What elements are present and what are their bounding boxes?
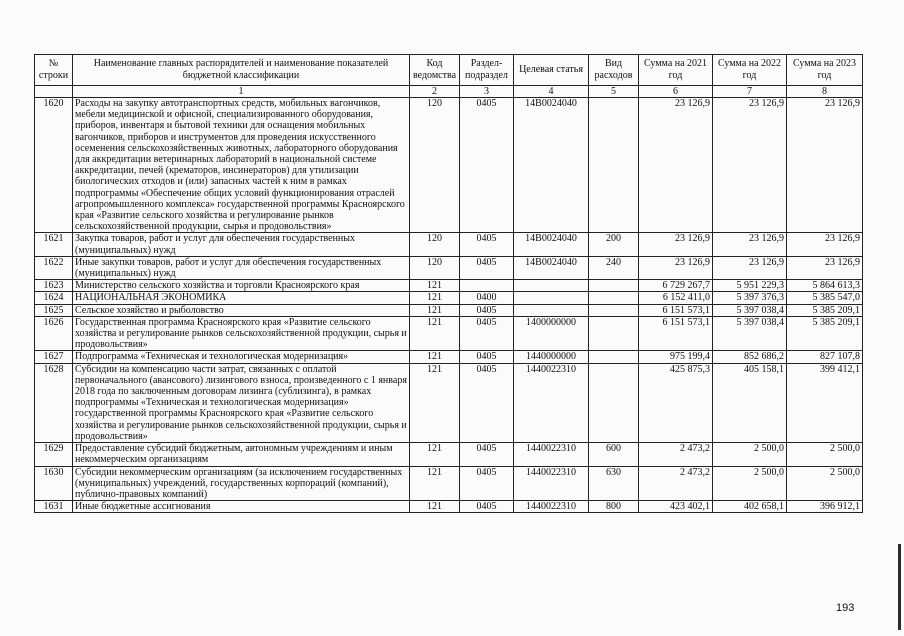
header-section: Раздел-подраздел — [460, 55, 514, 86]
column-index-row — [35, 86, 863, 98]
row-number: 1628 — [35, 363, 73, 442]
table-row — [35, 316, 863, 351]
row-dept-code: 120 — [410, 233, 460, 256]
row-dept-code: 121 — [410, 280, 460, 292]
row-sum-2023: 23 126,9 — [787, 233, 863, 256]
row-target-article — [514, 280, 589, 292]
row-sum-2022: 405 158,1 — [713, 363, 787, 442]
row-dept-code: 121 — [410, 443, 460, 466]
row-sum-2021: 6 152 411,0 — [639, 292, 713, 304]
row-number: 1631 — [35, 501, 73, 513]
row-number: 1622 — [35, 256, 73, 279]
table-row — [35, 466, 863, 501]
header-name: Наименование главных распорядителей и наименование показателей бюджетной классификации — [73, 55, 410, 86]
row-section: 0405 — [460, 304, 514, 316]
row-dept-code: 121 — [410, 292, 460, 304]
row-target-article: 14В0024040 — [514, 256, 589, 279]
row-sum-2022: 23 126,9 — [713, 98, 787, 233]
row-section: 0400 — [460, 292, 514, 304]
row-sum-2023: 5 385 209,1 — [787, 316, 863, 351]
row-expense-type — [589, 316, 639, 351]
page-number: 193 — [836, 602, 855, 614]
column-index: 4 — [514, 86, 589, 98]
row-sum-2023: 5 385 547,0 — [787, 292, 863, 304]
row-number: 1630 — [35, 466, 73, 501]
row-expense-type — [589, 280, 639, 292]
row-name: Иные бюджетные ассигнования — [73, 501, 410, 513]
row-number: 1620 — [35, 98, 73, 233]
header-sum-2022: Сумма на 2022 год — [713, 55, 787, 86]
row-expense-type — [589, 292, 639, 304]
table-row — [35, 363, 863, 442]
row-name: НАЦИОНАЛЬНАЯ ЭКОНОМИКА — [73, 292, 410, 304]
row-sum-2021: 2 473,2 — [639, 443, 713, 466]
column-index-blank — [35, 86, 73, 98]
row-number: 1627 — [35, 351, 73, 363]
row-section: 0405 — [460, 363, 514, 442]
row-sum-2021: 975 199,4 — [639, 351, 713, 363]
row-expense-type: 600 — [589, 443, 639, 466]
row-sum-2021: 425 875,3 — [639, 363, 713, 442]
row-sum-2022: 402 658,1 — [713, 501, 787, 513]
row-name: Субсидии на компенсацию части затрат, связанных с оплатой первоначального (авансового) лизингового взноса, произведенного с 1 января 2018 года по заключенным договорам лизинга (сублизинга), в рамках подпрограммы «Техническая и технологическая модернизация» государственной программы Красноярского края «Развитие сельского хозяйства и регулирование рынков сельскохозяйственной продукции, сырья и продовольствия» — [73, 363, 410, 442]
row-sum-2023: 23 126,9 — [787, 98, 863, 233]
column-index: 1 — [73, 86, 410, 98]
table-row — [35, 98, 863, 233]
row-sum-2022: 5 397 038,4 — [713, 316, 787, 351]
binding-edge — [898, 544, 901, 630]
column-index: 5 — [589, 86, 639, 98]
row-sum-2021: 2 473,2 — [639, 466, 713, 501]
header-sum-2021: Сумма на 2021 год — [639, 55, 713, 86]
row-number: 1629 — [35, 443, 73, 466]
row-name: Закупка товаров, работ и услуг для обеспечения государственных (муниципальных) нужд — [73, 233, 410, 256]
row-number: 1625 — [35, 304, 73, 316]
row-sum-2022: 2 500,0 — [713, 443, 787, 466]
header-expense-type: Вид расходов — [589, 55, 639, 86]
budget-table — [34, 54, 863, 513]
row-sum-2023: 2 500,0 — [787, 443, 863, 466]
row-sum-2022: 23 126,9 — [713, 256, 787, 279]
row-sum-2021: 6 151 573,1 — [639, 316, 713, 351]
column-index: 8 — [787, 86, 863, 98]
header-sum-2023: Сумма на 2023 год — [787, 55, 863, 86]
row-number: 1621 — [35, 233, 73, 256]
row-expense-type — [589, 351, 639, 363]
row-number: 1626 — [35, 316, 73, 351]
row-expense-type — [589, 363, 639, 442]
row-sum-2022: 5 397 376,3 — [713, 292, 787, 304]
row-sum-2021: 23 126,9 — [639, 256, 713, 279]
row-sum-2021: 23 126,9 — [639, 98, 713, 233]
row-target-article: 1440022310 — [514, 466, 589, 501]
row-target-article: 14В0024040 — [514, 98, 589, 233]
table-row — [35, 443, 863, 466]
row-dept-code: 120 — [410, 256, 460, 279]
row-sum-2021: 6 151 573,1 — [639, 304, 713, 316]
row-name: Министерство сельского хозяйства и торговли Красноярского края — [73, 280, 410, 292]
row-dept-code: 121 — [410, 316, 460, 351]
column-index: 7 — [713, 86, 787, 98]
header-row — [35, 55, 863, 86]
row-sum-2023: 23 126,9 — [787, 256, 863, 279]
row-target-article — [514, 304, 589, 316]
row-expense-type: 630 — [589, 466, 639, 501]
row-dept-code: 121 — [410, 466, 460, 501]
row-target-article: 1440000000 — [514, 351, 589, 363]
column-index: 3 — [460, 86, 514, 98]
table-row — [35, 280, 863, 292]
column-index: 6 — [639, 86, 713, 98]
row-sum-2022: 852 686,2 — [713, 351, 787, 363]
row-dept-code: 120 — [410, 98, 460, 233]
row-name: Субсидии некоммерческим организациям (за исключением государственных (муниципальных) учреждений, государственных корпораций (компаний), публично-правовых компаний) — [73, 466, 410, 501]
row-name: Сельское хозяйство и рыболовство — [73, 304, 410, 316]
row-expense-type: 800 — [589, 501, 639, 513]
row-section: 0405 — [460, 233, 514, 256]
column-index: 2 — [410, 86, 460, 98]
table-row — [35, 256, 863, 279]
row-number: 1624 — [35, 292, 73, 304]
row-sum-2022: 2 500,0 — [713, 466, 787, 501]
row-sum-2021: 6 729 267,7 — [639, 280, 713, 292]
row-dept-code: 121 — [410, 363, 460, 442]
row-target-article: 1440022310 — [514, 443, 589, 466]
row-number: 1623 — [35, 280, 73, 292]
row-section: 0405 — [460, 466, 514, 501]
table-row — [35, 233, 863, 256]
row-sum-2021: 23 126,9 — [639, 233, 713, 256]
table-row — [35, 292, 863, 304]
row-section: 0405 — [460, 443, 514, 466]
row-expense-type: 200 — [589, 233, 639, 256]
row-sum-2023: 827 107,8 — [787, 351, 863, 363]
row-target-article — [514, 292, 589, 304]
row-section: 0405 — [460, 98, 514, 233]
row-name: Иные закупки товаров, работ и услуг для обеспечения государственных (муниципальных) нужд — [73, 256, 410, 279]
row-expense-type: 240 — [589, 256, 639, 279]
row-dept-code: 121 — [410, 304, 460, 316]
row-section: 0405 — [460, 316, 514, 351]
row-sum-2023: 396 912,1 — [787, 501, 863, 513]
row-target-article: 1400000000 — [514, 316, 589, 351]
row-expense-type — [589, 98, 639, 233]
row-section: 0405 — [460, 351, 514, 363]
row-name: Государственная программа Красноярского края «Развитие сельского хозяйства и регулирование рынков сельскохозяйственной продукции, сырья и продовольствия» — [73, 316, 410, 351]
header-row-number: № строки — [35, 55, 73, 86]
row-sum-2023: 5 385 209,1 — [787, 304, 863, 316]
table-row — [35, 351, 863, 363]
row-name: Предоставление субсидий бюджетным, автономным учреждениям и иным некоммерческим организациям — [73, 443, 410, 466]
table-row — [35, 501, 863, 513]
row-sum-2022: 23 126,9 — [713, 233, 787, 256]
row-sum-2023: 5 864 613,3 — [787, 280, 863, 292]
row-dept-code: 121 — [410, 351, 460, 363]
table-row — [35, 304, 863, 316]
row-dept-code: 121 — [410, 501, 460, 513]
row-sum-2023: 2 500,0 — [787, 466, 863, 501]
header-dept-code: Код ведомства — [410, 55, 460, 86]
row-sum-2021: 423 402,1 — [639, 501, 713, 513]
row-sum-2022: 5 951 229,3 — [713, 280, 787, 292]
row-name: Подпрограмма «Техническая и технологическая модернизация» — [73, 351, 410, 363]
row-name: Расходы на закупку автотранспортных средств, мобильных вагончиков, мебели медицинской и офисной, специализированного оборудования, приборов, инвентаря и бытовой техники для оснащения мобильных вагончиков, приборов и инструментов для проведения искусственного осеменения сельскохозяйственных животных, лабораторного оборудования для аккредитации ветеринарных лабораторий в национальной системе аккредитации, печей (крематоров, инсинераторов) для утилизации биологических отходов и (или) запасных частей к ним в рамках подпрограммы «Обеспечение общих условий функционирования отраслей агропромышленного комплекса» государственной программы Красноярского края «Развитие сельского хозяйства и регулирование рынков сельскохозяйственной продукции, сырья и продовольствия» — [73, 98, 410, 233]
row-section: 0405 — [460, 501, 514, 513]
row-sum-2022: 5 397 038,4 — [713, 304, 787, 316]
row-target-article: 1440022310 — [514, 363, 589, 442]
row-expense-type — [589, 304, 639, 316]
row-section — [460, 280, 514, 292]
row-target-article: 14В0024040 — [514, 233, 589, 256]
row-target-article: 1440022310 — [514, 501, 589, 513]
row-sum-2023: 399 412,1 — [787, 363, 863, 442]
header-target-article: Целевая статья — [514, 55, 589, 86]
row-section: 0405 — [460, 256, 514, 279]
